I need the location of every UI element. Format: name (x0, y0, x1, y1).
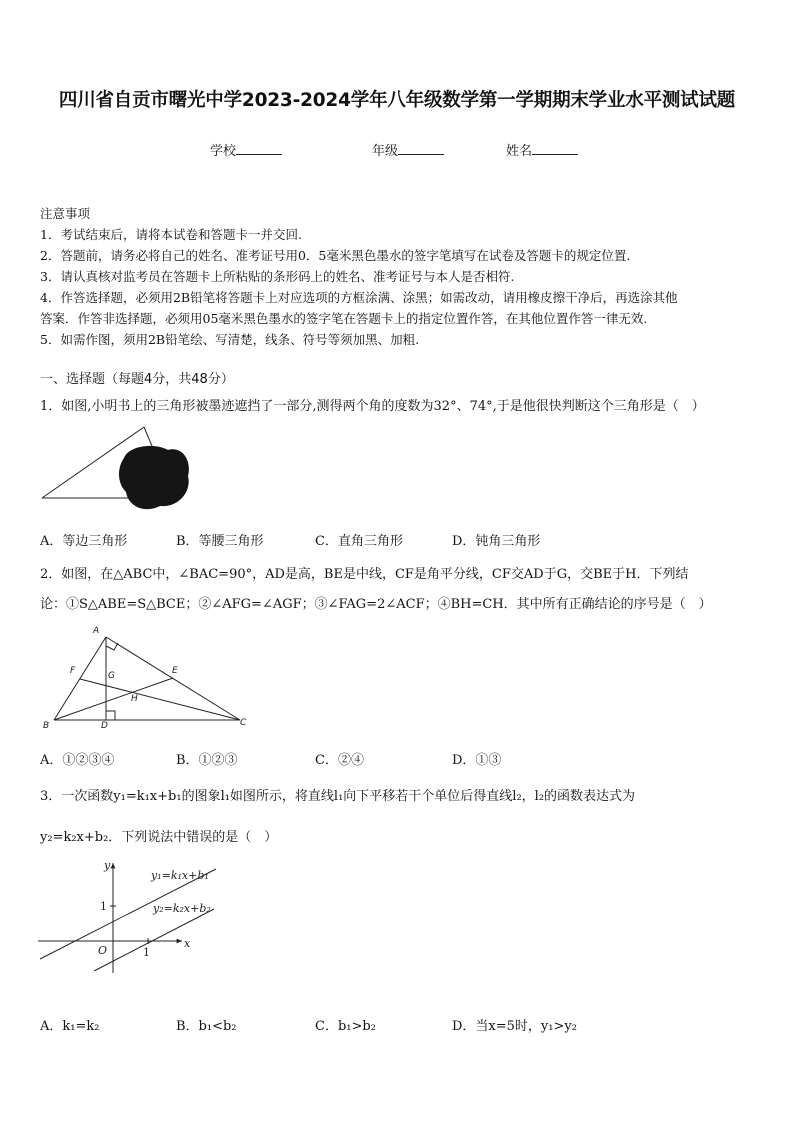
option-c[interactable]: C．②④ (315, 753, 364, 768)
y-axis-label: y (104, 859, 111, 872)
label-d: D (101, 721, 108, 731)
school-blank[interactable] (236, 142, 282, 155)
question-2-line1: 2．如图，在△ABC中，∠BAC=90°，AD是高，BE是中线，CF是角平分线，CF交AD于G，交BE于H．下列结 (40, 567, 689, 582)
question-3-figure (34, 855, 234, 975)
option-a[interactable]: A．k₁=k₂ (40, 1019, 100, 1034)
note-item: 5．如需作图，须用2B铅笔绘、写清楚，线条、符号等须加黑、加粗. (40, 332, 420, 347)
label-f: F (70, 666, 76, 676)
note-item: 1．考试结束后，请将本试卷和答题卡一并交回. (40, 227, 302, 242)
label-g: G (108, 671, 115, 681)
side-ab (54, 637, 106, 720)
x-one-label: 1 (143, 946, 150, 959)
option-a[interactable]: A．①②③④ (40, 753, 115, 768)
origin-label: O (98, 944, 108, 957)
bisector-cf (80, 679, 240, 720)
question-1-stem: 1．如图,小明书上的三角形被墨迹遮挡了一部分,测得两个角的度数为32°、74°,于是他很快判断这个三角形是（ ） (40, 399, 705, 414)
name-label: 姓名 (506, 144, 533, 159)
option-c[interactable]: C．b₁>b₂ (315, 1019, 376, 1034)
question-3-line1: 3．一次函数y₁=k₁x+b₁的图象l₁如图所示，将直线l₁向下平移若干个单位后得直线l₂，l₂的函数表达式为 (40, 789, 636, 804)
page-title: 四川省自贡市曙光中学2023-2024学年八年级数学第一学期期末学业水平测试试题 (58, 90, 736, 111)
section-heading: 一、选择题（每题4分，共48分） (40, 372, 234, 387)
median-be (54, 678, 173, 720)
note-item: 3．请认真核对监考员在答题卡上所粘贴的条形码上的姓名、准考证号与本人是否相符. (40, 269, 515, 284)
notes-heading: 注意事项 (40, 206, 91, 221)
name-field[interactable] (506, 140, 578, 159)
ink-blot (119, 446, 189, 509)
right-angle-mark-a (106, 643, 118, 650)
note-item-continued: 答案．作答非选择题，必须用05毫米黑色墨水的签字笔在答题卡上的指定位置作答，在其他位置作答一律无效. (40, 311, 648, 326)
option-d[interactable]: D．钝角三角形 (452, 534, 541, 549)
label-b: B (43, 721, 50, 731)
option-c[interactable]: C．直角三角形 (315, 534, 403, 549)
y-one-label: 1 (100, 900, 107, 913)
triangle-side (144, 427, 152, 446)
x-axis-label: x (184, 937, 191, 950)
option-b[interactable]: B．①②③ (176, 753, 238, 768)
label-a: A (93, 626, 100, 636)
grade-blank[interactable] (398, 142, 444, 155)
question-1-figure (36, 420, 196, 520)
option-a[interactable]: A．等边三角形 (40, 534, 128, 549)
line-l2-label: y₂=k₂x+b₂ (153, 902, 211, 915)
option-d[interactable]: D．当x=5时，y₁>y₂ (452, 1019, 577, 1034)
question-2-figure (40, 622, 255, 734)
option-b[interactable]: B．b₁<b₂ (176, 1019, 237, 1034)
question-2-line2: 论：①S△ABE=S△BCE；②∠AFG=∠AGF；③∠FAG=2∠ACF；④BH=CH．其中所有正确结论的序号是（ ） (40, 597, 712, 612)
note-item: 4．作答选择题，必须用2B铅笔将答题卡上对应选项的方框涂满、涂黑；如需改动，请用橡皮擦干净后，再选涂其他 (40, 290, 678, 305)
name-blank[interactable] (532, 142, 578, 155)
notes-section (40, 203, 760, 350)
line-l1-label: y₁=k₁x+b₁ (151, 869, 209, 882)
label-c: C (240, 718, 247, 728)
question-3-line2: y₂=k₂x+b₂．下列说法中错误的是（ ） (40, 830, 278, 845)
school-field[interactable] (210, 140, 282, 159)
option-b[interactable]: B．等腰三角形 (176, 534, 264, 549)
school-label: 学校 (210, 144, 237, 159)
label-h: H (131, 694, 138, 704)
grade-label: 年级 (372, 144, 399, 159)
line-l2 (94, 909, 214, 971)
grade-field[interactable] (372, 140, 444, 159)
note-item: 2．答题前，请务必将自己的姓名、准考证号用0．5毫米黑色墨水的签字笔填写在试卷及答题卡的规定位置. (40, 248, 631, 263)
label-e: E (172, 666, 178, 676)
right-angle-mark-d (106, 711, 115, 720)
option-d[interactable]: D．①③ (452, 753, 502, 768)
